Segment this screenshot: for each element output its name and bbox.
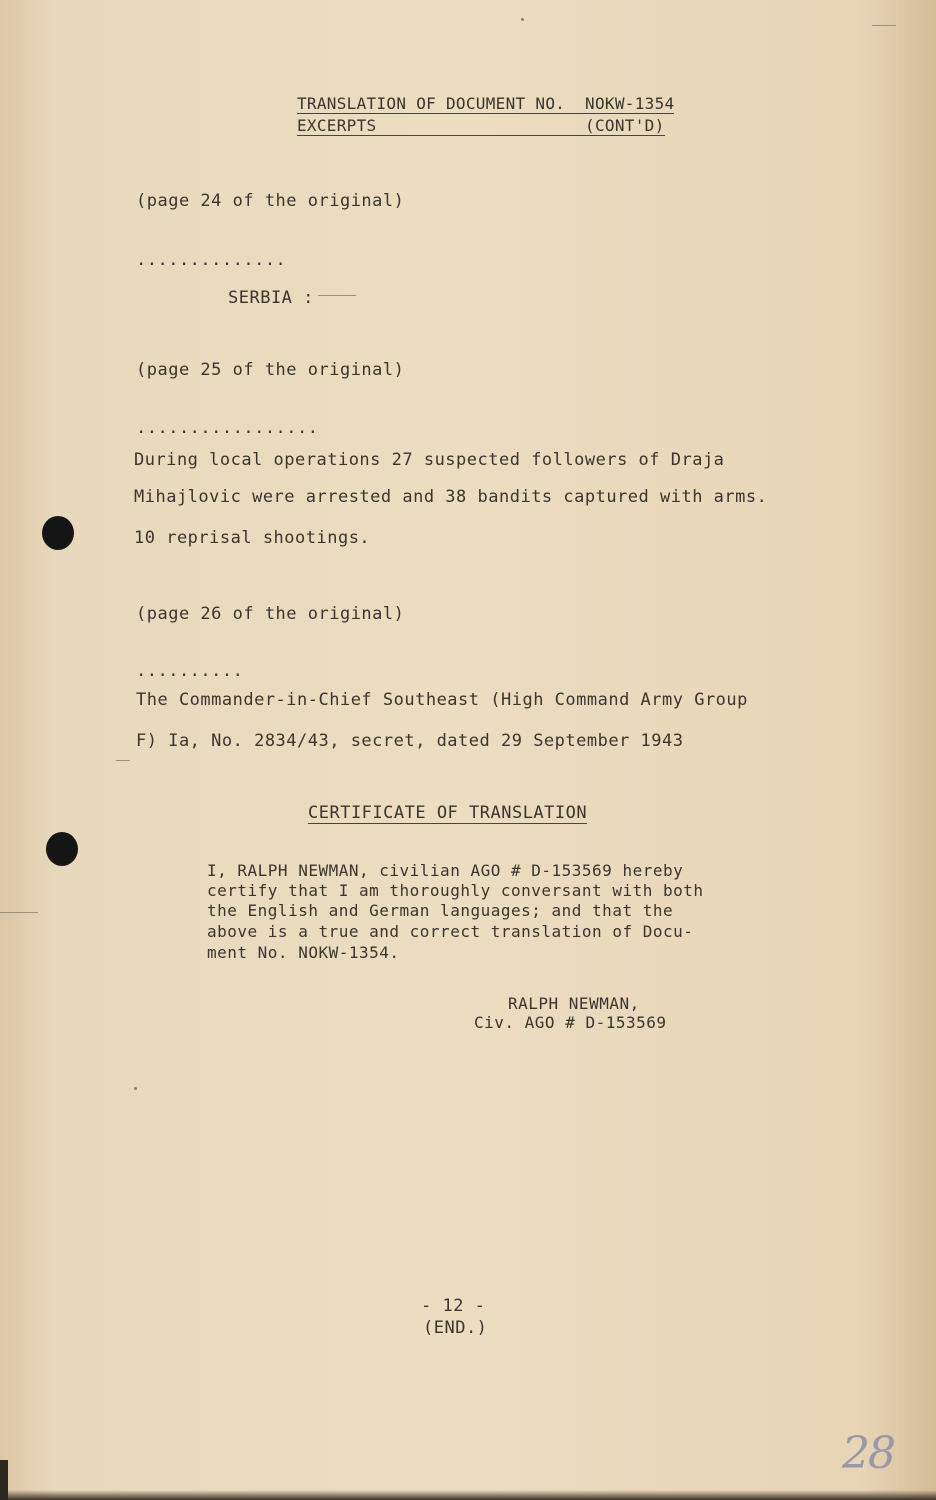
stray-mark: [318, 295, 356, 296]
end-marker: (END.): [423, 1318, 488, 1338]
paragraph-1-line-3: 10 reprisal shootings.: [134, 528, 371, 548]
certificate-title: CERTIFICATE OF TRANSLATION: [308, 803, 588, 823]
header-line-1: TRANSLATION OF DOCUMENT NO. NOKW-1354: [297, 94, 675, 113]
paragraph-2-line-2: F) Ia, No. 2834/43, secret, dated 29 September 1943: [136, 731, 684, 751]
margin-mark: [116, 760, 130, 761]
page-bottom-edge: [0, 1490, 936, 1500]
page-26-reference: (page 26 of the original): [136, 604, 405, 624]
punch-hole-bottom: [46, 832, 78, 866]
signature-name: RALPH NEWMAN,: [508, 994, 640, 1013]
corner-mark: [872, 25, 896, 26]
header-line-2: EXCERPTS (CONT'D): [297, 116, 665, 135]
certificate-line-1: I, RALPH NEWMAN, civilian AGO # D-153569 hereby: [207, 861, 684, 880]
handwritten-page-number: 28: [842, 1428, 894, 1479]
speck: [134, 1087, 137, 1090]
signature-id: Civ. AGO # D-153569: [474, 1013, 667, 1032]
page-number: - 12 -: [421, 1296, 486, 1316]
punch-hole-top: [42, 516, 74, 550]
page-left-edge: [0, 1460, 8, 1500]
paragraph-2-line-1: The Commander-in-Chief Southeast (High Command Army Group: [136, 690, 748, 710]
margin-mark: [0, 912, 38, 913]
ellipsis-divider-3: ..........: [136, 661, 244, 681]
ellipsis-divider-2: .................: [136, 418, 319, 438]
certificate-line-3: the English and German languages; and that the: [207, 901, 674, 920]
certificate-line-5: ment No. NOKW-1354.: [207, 943, 400, 962]
serbia-heading: SERBIA :: [228, 288, 314, 308]
speck: [521, 18, 524, 21]
certificate-line-2: certify that I am thoroughly conversant with both: [207, 881, 704, 900]
certificate-line-4: above is a true and correct translation of Docu-: [207, 922, 694, 941]
ellipsis-divider-1: ..............: [136, 250, 287, 270]
page-24-reference: (page 24 of the original): [136, 191, 405, 211]
page-25-reference: (page 25 of the original): [136, 360, 405, 380]
paragraph-1-line-2: Mihajlovic were arrested and 38 bandits captured with arms.: [134, 487, 768, 507]
paragraph-1-line-1: During local operations 27 suspected followers of Draja: [134, 450, 725, 470]
